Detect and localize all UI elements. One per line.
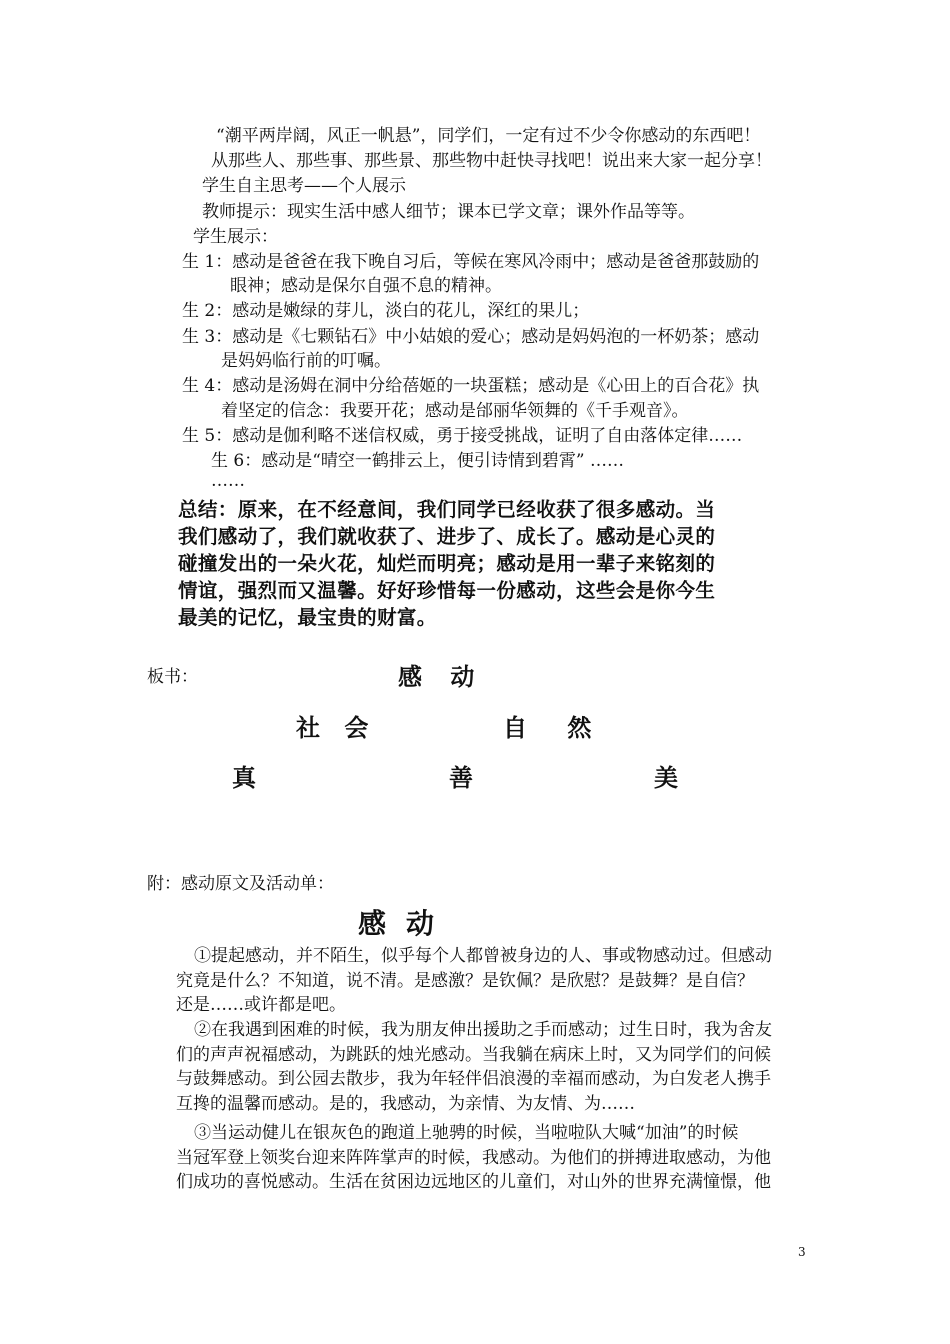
student-4-line-2: 着坚定的信念：我要开花；感动是邰丽华领舞的《千手观音》。	[221, 401, 689, 421]
board-mei: 美	[654, 764, 678, 792]
student-ellipsis: ……	[211, 471, 245, 491]
summary-line-4: 情谊，强烈而又温馨。好好珍惜每一份感动，这些会是你今生	[178, 579, 716, 602]
intro-line-3: 学生自主思考——个人展示	[202, 176, 406, 196]
paragraph-3-line-1: ③当运动健儿在银灰色的跑道上驰骋的时候，当啦啦队大喊“加油”的时候	[194, 1123, 739, 1143]
student-5-line: 生 5：感动是伽利略不迷信权威，勇于接受挑战，证明了自由落体定律……	[182, 426, 743, 446]
summary-block	[178, 496, 818, 631]
appendix-paragraph-1	[176, 944, 816, 1018]
paragraph-2-line-4: 互搀的温馨而感动。是的，我感动，为亲情、为友情、为……	[176, 1093, 635, 1114]
intro-line-2: 从那些人、那些事、那些景、那些物中赶快寻找吧！说出来大家一起分享！	[211, 151, 772, 171]
board-zhen: 真	[232, 764, 256, 792]
intro-line-4: 教师提示：现实生活中感人细节；课本已学文章；课外作品等等。	[202, 202, 695, 222]
intro-line-1: “潮平两岸阔，风正一帆悬”，同学们，一定有过不少令你感动的东西吧！	[216, 126, 761, 146]
paragraph-1-line-3: 还是……或许都是吧。	[176, 995, 346, 1015]
board-title: 感 动	[398, 663, 485, 691]
student-3-line-2: 是妈妈临行前的叮嘱。	[221, 351, 391, 371]
paragraph-1-line-2: 究竟是什么？不知道，说不清。是感激？是钦佩？是欣慰？是鼓舞？是自信？	[176, 970, 754, 991]
paragraph-1-line-1: ①提起感动，并不陌生，似乎每个人都曾被身边的人、事或物感动过。但感动	[194, 946, 772, 966]
paragraph-3-line-2: 当冠军登上领奖台迎来阵阵掌声的时候，我感动。为他们的拼搏进取感动，为他	[176, 1147, 771, 1168]
board-label: 板书：	[147, 667, 198, 687]
board-society: 社 会	[296, 714, 377, 742]
student-1-line-1: 生 1：感动是爸爸在我下晚自习后，等候在寒风冷雨中；感动是爸爸那鼓励的	[182, 252, 760, 272]
student-4-line-1: 生 4：感动是汤姆在洞中分给蓓姬的一块蛋糕；感动是《心田上的百合花》执	[182, 376, 760, 396]
paragraph-2-line-2: 们的声声祝福感动，为跳跃的烛光感动。当我躺在病床上时，又为同学们的问候	[176, 1044, 771, 1065]
paragraph-3-line-3: 们成功的喜悦感动。生活在贫困边远地区的儿童们，对山外的世界充满憧憬，他	[176, 1172, 771, 1192]
appendix-paragraph-2	[176, 1018, 816, 1116]
appendix-label: 附：感动原文及活动单：	[147, 874, 334, 894]
student-3-line-1: 生 3：感动是《七颗钻石》中小姑娘的爱心；感动是妈妈泡的一杯奶茶；感动	[182, 327, 760, 347]
board-nature: 自 然	[503, 714, 608, 742]
summary-line-2: 我们感动了，我们就收获了、进步了、成长了。感动是心灵的	[178, 525, 716, 548]
appendix-title: 感动	[358, 907, 455, 940]
appendix-paragraph-3	[176, 1121, 816, 1195]
summary-line-5: 最美的记忆，最宝贵的财富。	[178, 606, 437, 629]
paragraph-2-line-3: 与鼓舞感动。到公园去散步，我为年轻伴侣浪漫的幸福而感动，为白发老人携手	[176, 1069, 771, 1089]
summary-line-3: 碰撞发出的一朵火花，灿烂而明亮；感动是用一辈子来铭刻的	[178, 552, 716, 575]
summary-line-1: 总结：原来，在不经意间，我们同学已经收获了很多感动。当	[178, 498, 716, 521]
student-1-line-2: 眼神；感动是保尔自强不息的精神。	[230, 276, 502, 296]
page-number: 3	[798, 1245, 806, 1259]
paragraph-2-line-1: ②在我遇到困难的时候，我为朋友伸出援助之手而感动；过生日时，我为舍友	[194, 1020, 772, 1040]
student-6-line: 生 6：感动是“晴空一鹤排云上，便引诗情到碧霄” ……	[211, 451, 625, 471]
intro-line-5: 学生展示：	[193, 227, 278, 247]
board-shan: 善	[449, 764, 473, 792]
student-2-line: 生 2：感动是嫩绿的芽儿，淡白的花儿，深红的果儿；	[182, 301, 590, 321]
